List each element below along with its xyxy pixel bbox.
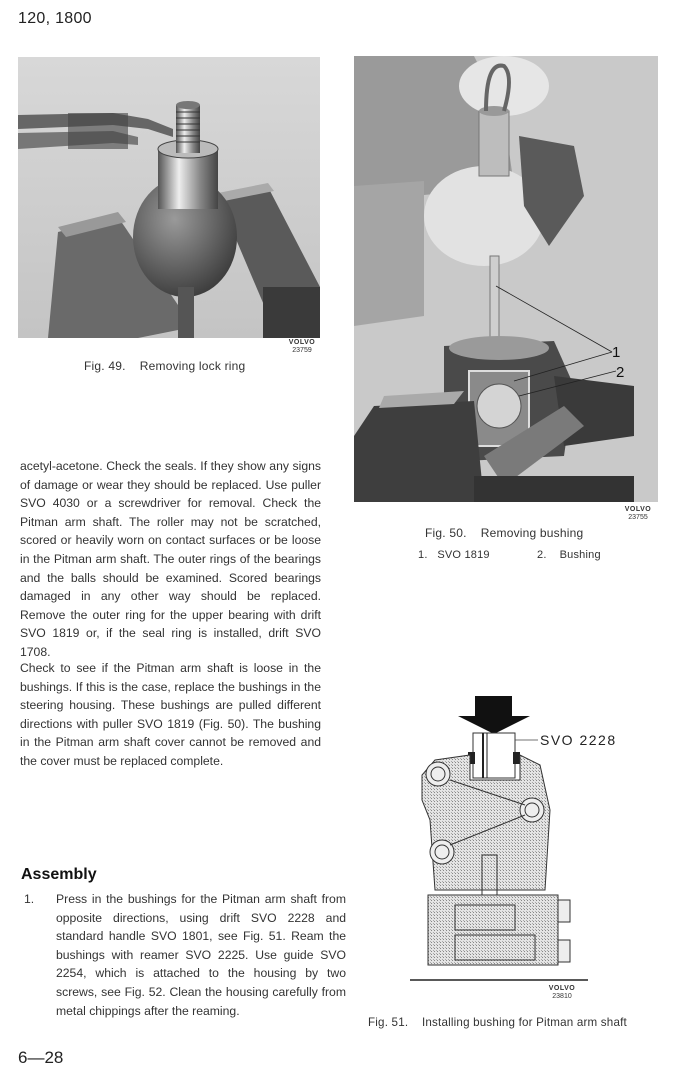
body-paragraph-2: Check to see if the Pitman arm shaft is loose in the bushings. If this is the case, replace the bushings in the steering housing. These bushings are pulled different directions with puller SVO 1819 (Fig. 50). The bushing in the Pitman arm shaft cover cannot be removed and the cover must be replaced complete. [20, 661, 321, 768]
fig50-callout-2: 2 [616, 364, 625, 381]
fig50-credit [620, 506, 656, 522]
body-paragraph-1: acetyl-acetone. Check the seals. If they show any signs of damage or wear they should be replaced. Use puller SVO 4030 or a screwdriver for removal. Check the Pitman arm shaft. The roller may not be scratched, scored or heavily worn on contact surfaces or be loose in the Pitman arm shaft. The outer rings of the bearings and the balls should be examined. Scored bearings damaged in any other way should be replaced. Remove the outer ring for the upper bearing with drift SVO 1819 or, if the seal ring is installed, drift SVO 1708. [20, 459, 321, 659]
fig50-caption-text: Removing bushing [480, 526, 584, 540]
fig50-callout-1: 1 [612, 344, 621, 361]
fig49-credit [284, 339, 320, 355]
fig51-caption-number: Fig. 51. [368, 1016, 409, 1029]
fig49-credit-brand: VOLVO [288, 339, 316, 346]
assembly-list-item [24, 890, 346, 1040]
fig50-legend-item [418, 549, 490, 561]
fig51-caption-text: Installing bushing for Pitman arm shaft [421, 1016, 627, 1029]
fig50-legend-num: 2. [537, 549, 547, 561]
fig50-credit-number: 23755 [628, 514, 648, 521]
fig50-caption-number: Fig. 50. [425, 526, 467, 540]
fig50-illustration [354, 56, 658, 502]
section-heading-assembly: Assembly [21, 866, 97, 883]
fig51-credit-number: 23810 [552, 993, 572, 1000]
fig50-legend-item [537, 549, 601, 561]
fig50-credit-brand: VOLVO [624, 506, 652, 513]
fig50-legend-label: Bushing [559, 549, 601, 561]
press-arrow-icon [458, 696, 530, 734]
fig51-caption [368, 1016, 627, 1029]
fig50-caption [425, 526, 583, 540]
fig51-tool-label: SVO 2228 [540, 732, 617, 748]
fig51-credit-brand: VOLVO [548, 985, 576, 992]
fig49-photo [18, 57, 320, 338]
fig50-photo [354, 56, 658, 502]
fig49-credit-number: 23759 [292, 347, 312, 354]
fig49-caption-number: Fig. 49. [84, 359, 126, 373]
fig50-legend-num: 1. [418, 549, 428, 561]
fig49-illustration [18, 57, 320, 338]
fig50-legend-label: SVO 1819 [437, 549, 490, 561]
page-header: 120, 1800 [18, 10, 92, 27]
fig49-caption-text: Removing lock ring [139, 359, 246, 373]
assembly-item-text: Press in the bushings for the Pitman arm shaft from opposite directions, using drift SVO 2228 and standard handle SVO 1801, see Fig. 51. Ream the bushings with reamer SVO 2225. Use guide SVO 2254, which is attached to the housing by two screws, see Fig. 52. Clean the housing carefully from metal chippings after the reaming. [56, 892, 346, 1018]
fig49-caption [84, 359, 245, 373]
fig51-credit [544, 985, 580, 1001]
assembly-item-number: 1. [24, 892, 35, 906]
page-number: 6—28 [18, 1048, 64, 1067]
